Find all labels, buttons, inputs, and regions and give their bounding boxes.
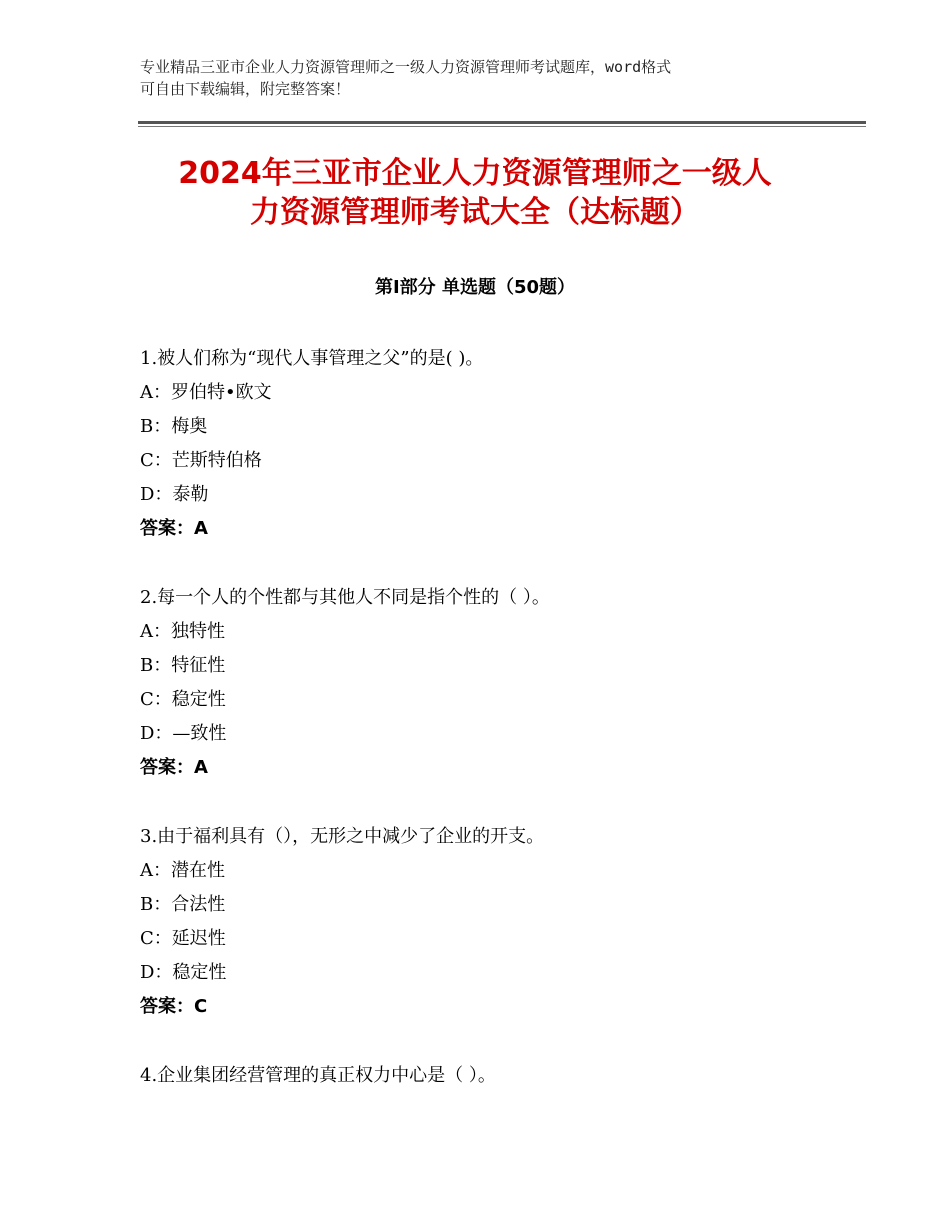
header-rule-thick bbox=[138, 121, 866, 124]
option-c: C：芒斯特伯格 bbox=[140, 450, 262, 471]
question-spacer bbox=[140, 1024, 860, 1059]
question-stem: 4.企业集团经营管理的真正权力中心是（ ）。 bbox=[140, 1065, 496, 1086]
question-stem: 2.每一个人的个性都与其他人不同是指个性的（ ）。 bbox=[140, 587, 550, 608]
option-a: A：独特性 bbox=[140, 621, 225, 642]
option-b: B：梅奥 bbox=[140, 416, 208, 437]
option-b: B：合法性 bbox=[140, 894, 226, 915]
option-a: A：潜在性 bbox=[140, 860, 225, 881]
header-rule-thin bbox=[138, 126, 866, 127]
question-list bbox=[140, 342, 860, 1093]
question-2 bbox=[140, 581, 860, 785]
document-title bbox=[120, 154, 830, 232]
option-d: D：稳定性 bbox=[140, 962, 227, 983]
question-spacer bbox=[140, 785, 860, 820]
answer: 答案：A bbox=[140, 518, 208, 539]
option-d: D：泰勒 bbox=[140, 484, 209, 505]
header-note bbox=[140, 56, 820, 100]
option-b: B：特征性 bbox=[140, 655, 226, 676]
option-a: A：罗伯特•欧文 bbox=[140, 382, 272, 403]
option-c: C：延迟性 bbox=[140, 928, 226, 949]
question-stem: 3.由于福利具有（），无形之中减少了企业的开支。 bbox=[140, 826, 545, 847]
header-note-line-2: 可自由下载编辑，附完整答案！ bbox=[140, 80, 351, 98]
question-4 bbox=[140, 1059, 860, 1093]
question-3 bbox=[140, 820, 860, 1024]
option-d: D：—致性 bbox=[140, 723, 227, 744]
answer: 答案：A bbox=[140, 757, 208, 778]
header-note-line-1: 专业精品三亚市企业人力资源管理师之一级人力资源管理师考试题库，word格式 bbox=[140, 58, 672, 76]
option-c: C：稳定性 bbox=[140, 689, 226, 710]
section-title: 第I部分 单选题（50题） bbox=[374, 277, 575, 298]
document-title-line-2: 力资源管理师考试大全（达标题） bbox=[250, 195, 700, 230]
answer: 答案：C bbox=[140, 996, 208, 1017]
question-1 bbox=[140, 342, 860, 546]
question-stem: 1.被人们称为“现代人事管理之父”的是( )。 bbox=[140, 348, 484, 369]
document-title-line-1: 2024年三亚市企业人力资源管理师之一级人 bbox=[178, 156, 772, 191]
question-spacer bbox=[140, 546, 860, 581]
